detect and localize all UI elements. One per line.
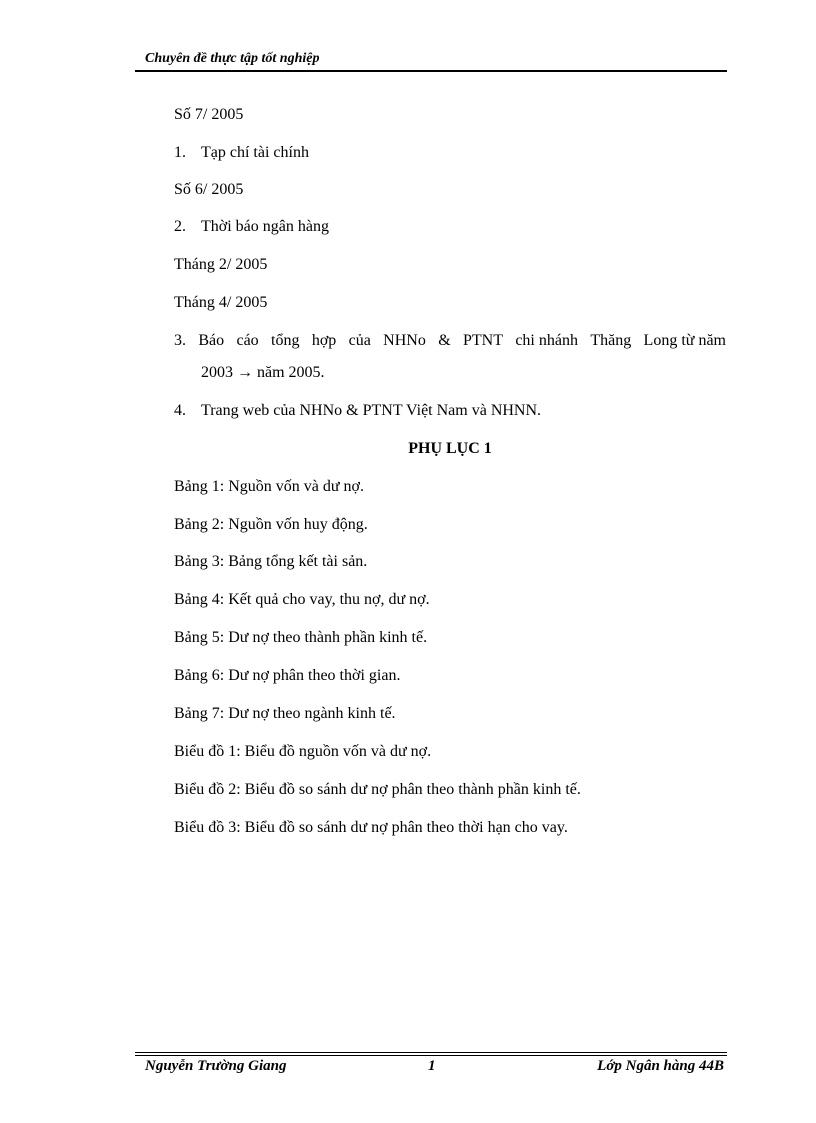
- page-header: [135, 50, 727, 72]
- reference-item-3: [174, 331, 726, 351]
- header-title: Chuyên đề thực tập tốt nghiệp: [145, 51, 320, 66]
- appendix-item: Bảng 5: Dư nợ theo thành phần kinh tế.: [174, 629, 428, 646]
- reference-issue-line: Tháng 2/ 2005: [174, 256, 268, 273]
- appendix-item: Bảng 4: Kết quả cho vay, thu nợ, dư nợ.: [174, 591, 430, 608]
- reference-item-3-word: Báo: [198, 332, 225, 349]
- reference-item-1-number: 1.: [174, 144, 186, 161]
- footer-class-name: Lớp Ngân hàng 44B: [597, 1058, 724, 1074]
- appendix-item: Biểu đồ 1: Biểu đồ nguồn vốn và dư nợ.: [174, 743, 432, 760]
- reference-item-3-word: tổng: [271, 332, 300, 349]
- appendix-item: Bảng 1: Nguồn vốn và dư nợ.: [174, 478, 365, 495]
- appendix-item: Bảng 7: Dư nợ theo ngành kinh tế.: [174, 705, 396, 722]
- reference-item-3-number: 3.: [174, 332, 186, 349]
- reference-item-2: [174, 217, 329, 237]
- reference-item-2-text: Thời báo ngân hàng: [201, 218, 329, 235]
- reference-item-2-number: 2.: [174, 218, 186, 235]
- reference-item-3-word: của: [348, 332, 371, 349]
- reference-item-3-word: hợp: [311, 332, 337, 349]
- appendix-item: Bảng 2: Nguồn vốn huy động.: [174, 516, 368, 533]
- reference-item-3-word: Long từ năm: [643, 332, 726, 349]
- reference-item-4-number: 4.: [174, 402, 186, 419]
- reference-item-3-word: Thăng: [590, 332, 632, 349]
- reference-item-3-word: PTNT: [462, 332, 503, 349]
- reference-issue-line: Tháng 4/ 2005: [174, 294, 268, 311]
- reference-item-4-text: Trang web của NHNo & PTNT Việt Nam và NHNN.: [201, 402, 542, 419]
- footer-divider: [135, 1055, 727, 1056]
- appendix-heading: PHỤ LỤC 1: [408, 440, 492, 457]
- appendix-item: Bảng 3: Bảng tổng kết tài sản.: [174, 553, 368, 570]
- reference-item-3-word: chi nhánh: [515, 332, 578, 349]
- appendix-item: Bảng 6: Dư nợ phân theo thời gian.: [174, 667, 401, 684]
- reference-item-1: [174, 143, 309, 163]
- appendix-item: Biểu đồ 2: Biểu đồ so sánh dư nợ phân theo thành phần kinh tế.: [174, 781, 581, 798]
- reference-issue-line: Số 7/ 2005: [174, 106, 244, 123]
- reference-item-3-word: cáo: [236, 332, 259, 349]
- footer-divider: [135, 1052, 727, 1053]
- reference-item-1-text: Tạp chí tài chính: [201, 144, 309, 161]
- footer-page-number: 1: [428, 1058, 436, 1074]
- reference-item-3-word: NHNo: [383, 332, 426, 349]
- reference-issue-line: Số 6/ 2005: [174, 181, 244, 198]
- reference-item-3-word: &: [438, 332, 451, 349]
- footer-author: Nguyễn Trường Giang: [145, 1058, 287, 1074]
- appendix-item: Biểu đồ 3: Biểu đồ so sánh dư nợ phân theo thời hạn cho vay.: [174, 819, 568, 836]
- reference-item-3-continuation: 2003 → năm 2005.: [201, 364, 325, 381]
- reference-item-4: [174, 401, 541, 421]
